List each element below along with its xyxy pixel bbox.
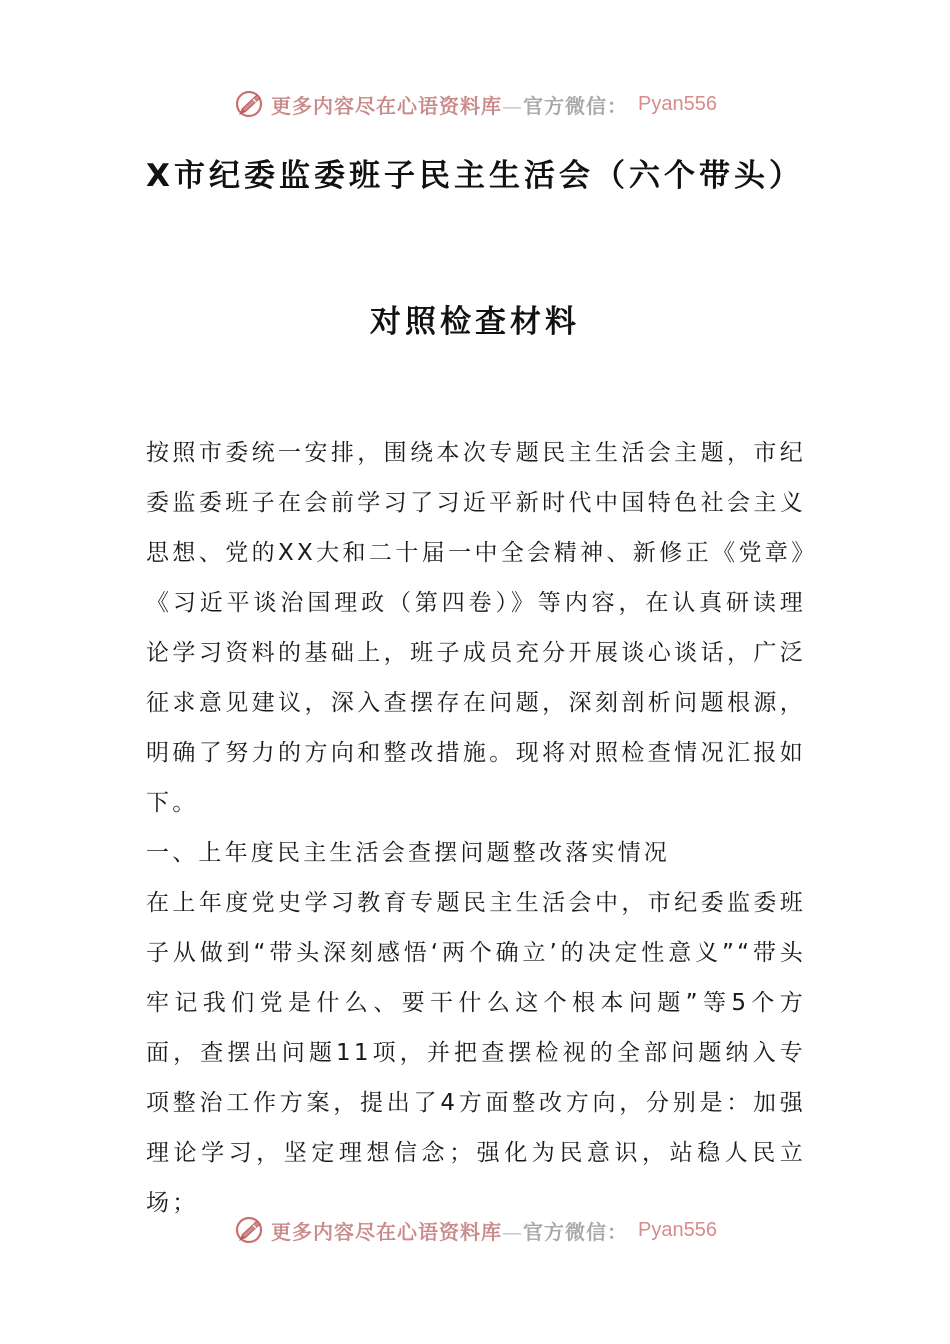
watermark-text bbox=[271, 90, 628, 119]
document-body bbox=[146, 428, 806, 1228]
watermark-bottom bbox=[0, 1208, 950, 1252]
section1-heading: 一、上年度民主生活会查摆问题整改落实情况 bbox=[146, 840, 670, 866]
section1-paragraph: 在上年度党史学习教育专题民主生活会中，市纪委监委班子从做到“带头深刻感悟‘两个确立’的决定性意义”“带头牢记我们党是什么、要干什么这个根本问题”等5个方面，查摆出问题11项，并把查摆检视的全部问题纳入专项整治工作方案，提出了4方面整改方向，分别是：加强理论学习，坚定理想信念；强化为民意识，站稳人民立场； bbox=[146, 890, 806, 1216]
intro-paragraph: 按照市委统一安排，围绕本次专题民主生活会主题，市纪委监委班子在会前学习了习近平新时代中国特色社会主义思想、党的XX大和二十届一中全会精神、新修正《党章》《习近平谈治国理政（第四卷）》等内容，在认真研读理论学习资料的基础上，班子成员充分开展谈心谈话，广泛征求意见建议，深入查摆存在问题，深刻剖析问题根源，明确了努力的方向和整改措施。现将对照检查情况汇报如下。 bbox=[146, 440, 806, 816]
watermark-main-text: 更多内容尽在心语资料库 bbox=[271, 93, 503, 118]
document-title-line2: 对照检查材料 bbox=[370, 304, 580, 340]
watermark-top bbox=[0, 82, 950, 126]
watermark-separator: — bbox=[502, 1219, 524, 1244]
watermark-wechat-id: Pyan556 bbox=[638, 1218, 717, 1241]
watermark-text bbox=[271, 1216, 628, 1245]
document-title-line1: X市纪委监委班子民主生活会（六个带头） bbox=[146, 158, 804, 194]
watermark-official-label: 官方微信： bbox=[523, 1219, 629, 1244]
watermark-wechat-id: Pyan556 bbox=[638, 92, 717, 115]
pen-nib-circle-icon bbox=[233, 1213, 267, 1247]
watermark-official-label: 官方微信： bbox=[523, 93, 629, 118]
pen-nib-circle-icon bbox=[233, 87, 267, 121]
watermark-separator: — bbox=[502, 93, 524, 118]
watermark-main-text: 更多内容尽在心语资料库 bbox=[271, 1219, 503, 1244]
